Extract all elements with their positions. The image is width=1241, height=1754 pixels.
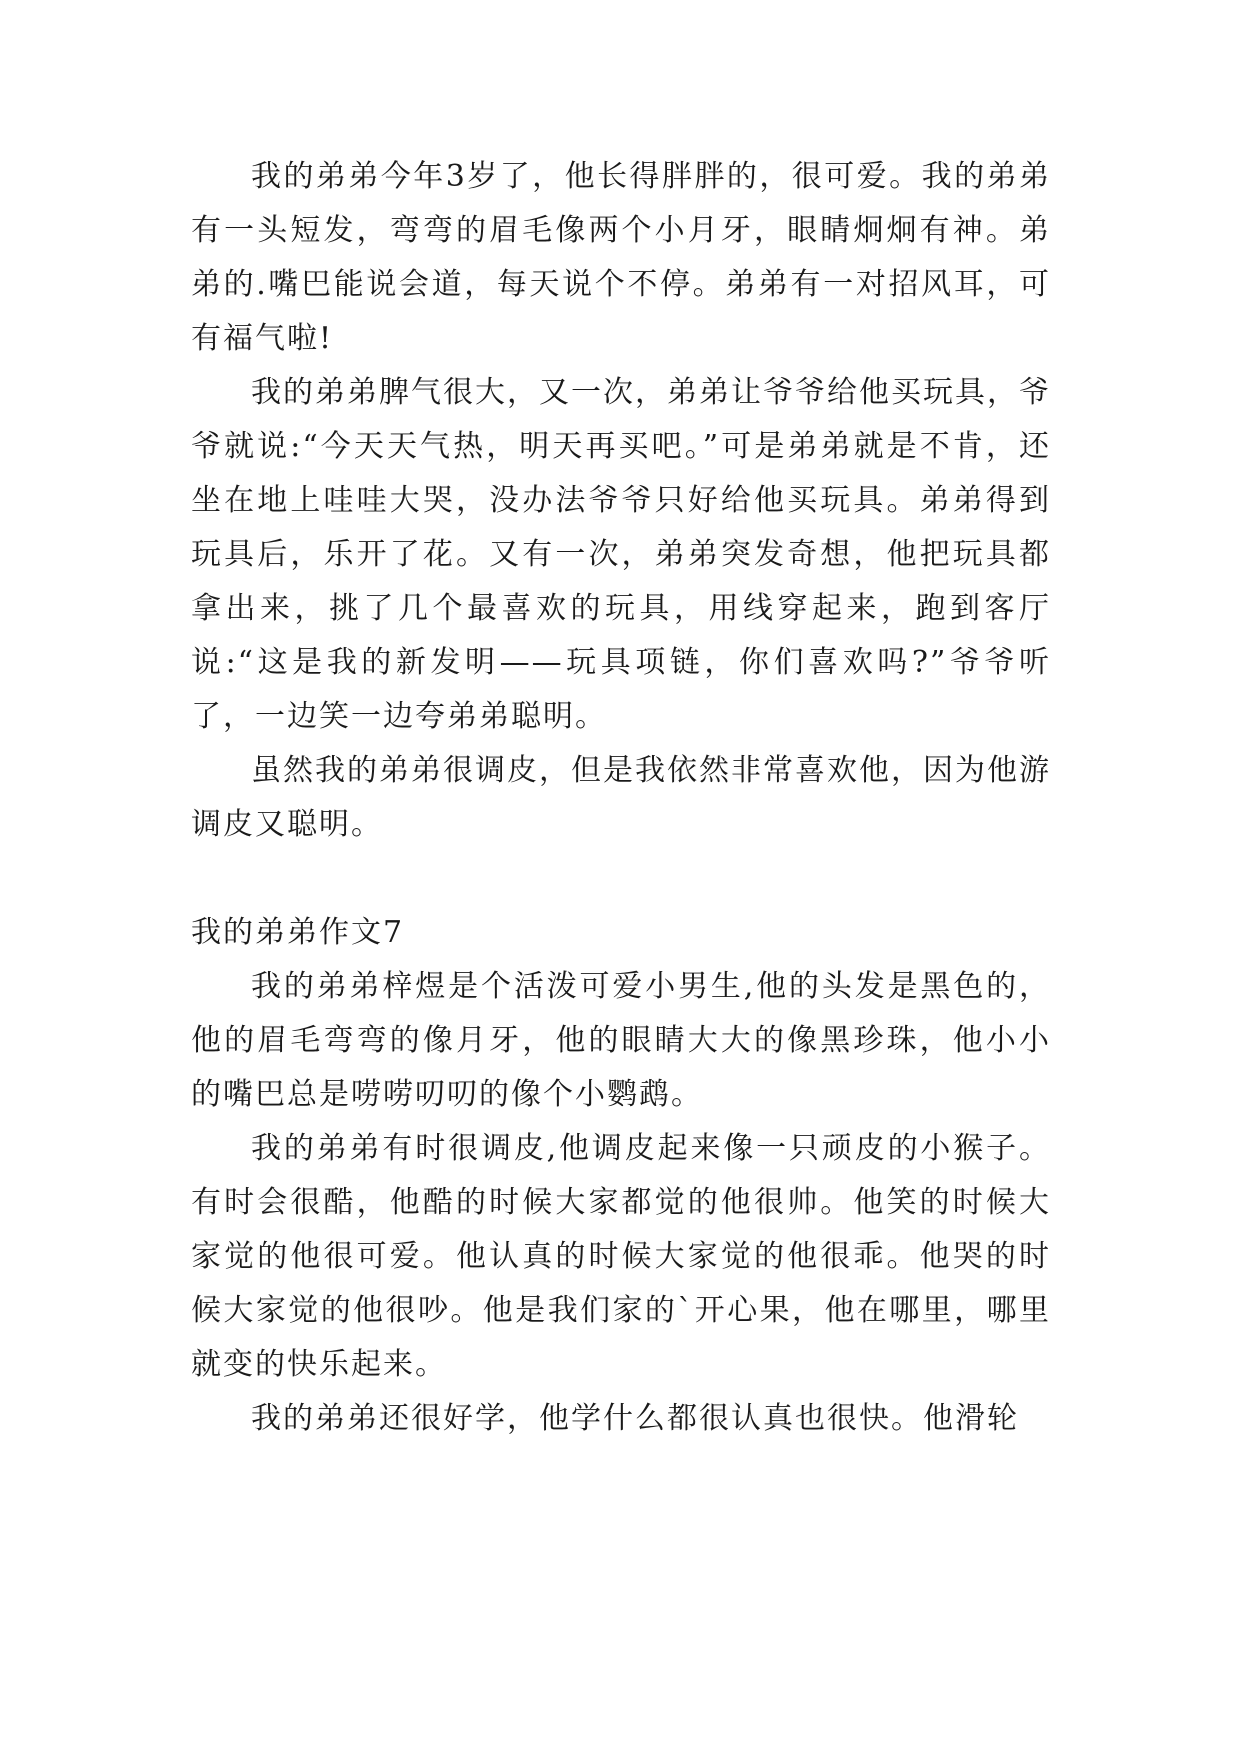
paragraph-5: 我的弟弟有时很调皮,他调皮起来像一只顽皮的小猴子。有时会很酷，他酷的时候大家都觉的他很帅。他笑的时候大家觉的他很可爱。他认真的时候大家觉的他很乖。他哭的时候大家觉的他很吵。他是我们家的`开心果，他在哪里，哪里就变的快乐起来。 — [191, 1131, 1051, 1382]
document-body — [191, 150, 1051, 1446]
paragraph-3: 虽然我的弟弟很调皮，但是我依然非常喜欢他，因为他游调皮又聪明。 — [191, 753, 1051, 842]
paragraph-2: 我的弟弟脾气很大，又一次，弟弟让爷爷给他买玩具，爷爷就说:“今天天气热，明天再买吧。”可是弟弟就是不肯，还坐在地上哇哇大哭，没办法爷爷只好给他买玩具。弟弟得到玩具后，乐开了花。又有一次，弟弟突发奇想，他把玩具都拿出来，挑了几个最喜欢的玩具，用线穿起来，跑到客厅说:“这是我的新发明——玩具项链，你们喜欢吗?”爷爷听了，一边笑一边夸弟弟聪明。 — [191, 375, 1051, 734]
essay-heading: 我的弟弟作文7 — [191, 915, 405, 950]
paragraph-4: 我的弟弟梓煜是个活泼可爱小男生,他的头发是黑色的，他的眉毛弯弯的像月牙，他的眼睛大大的像黑珍珠，他小小的嘴巴总是唠唠叨叨的像个小鹦鹉。 — [191, 969, 1051, 1112]
paragraph-1: 我的弟弟今年3岁了，他长得胖胖的，很可爱。我的弟弟有一头短发，弯弯的眉毛像两个小月牙，眼睛炯炯有神。弟弟的.嘴巴能说会道，每天说个不停。弟弟有一对招风耳，可有福气啦! — [191, 159, 1051, 356]
paragraph-6: 我的弟弟还很好学，他学什么都很认真也很快。他滑轮 — [251, 1401, 1019, 1436]
